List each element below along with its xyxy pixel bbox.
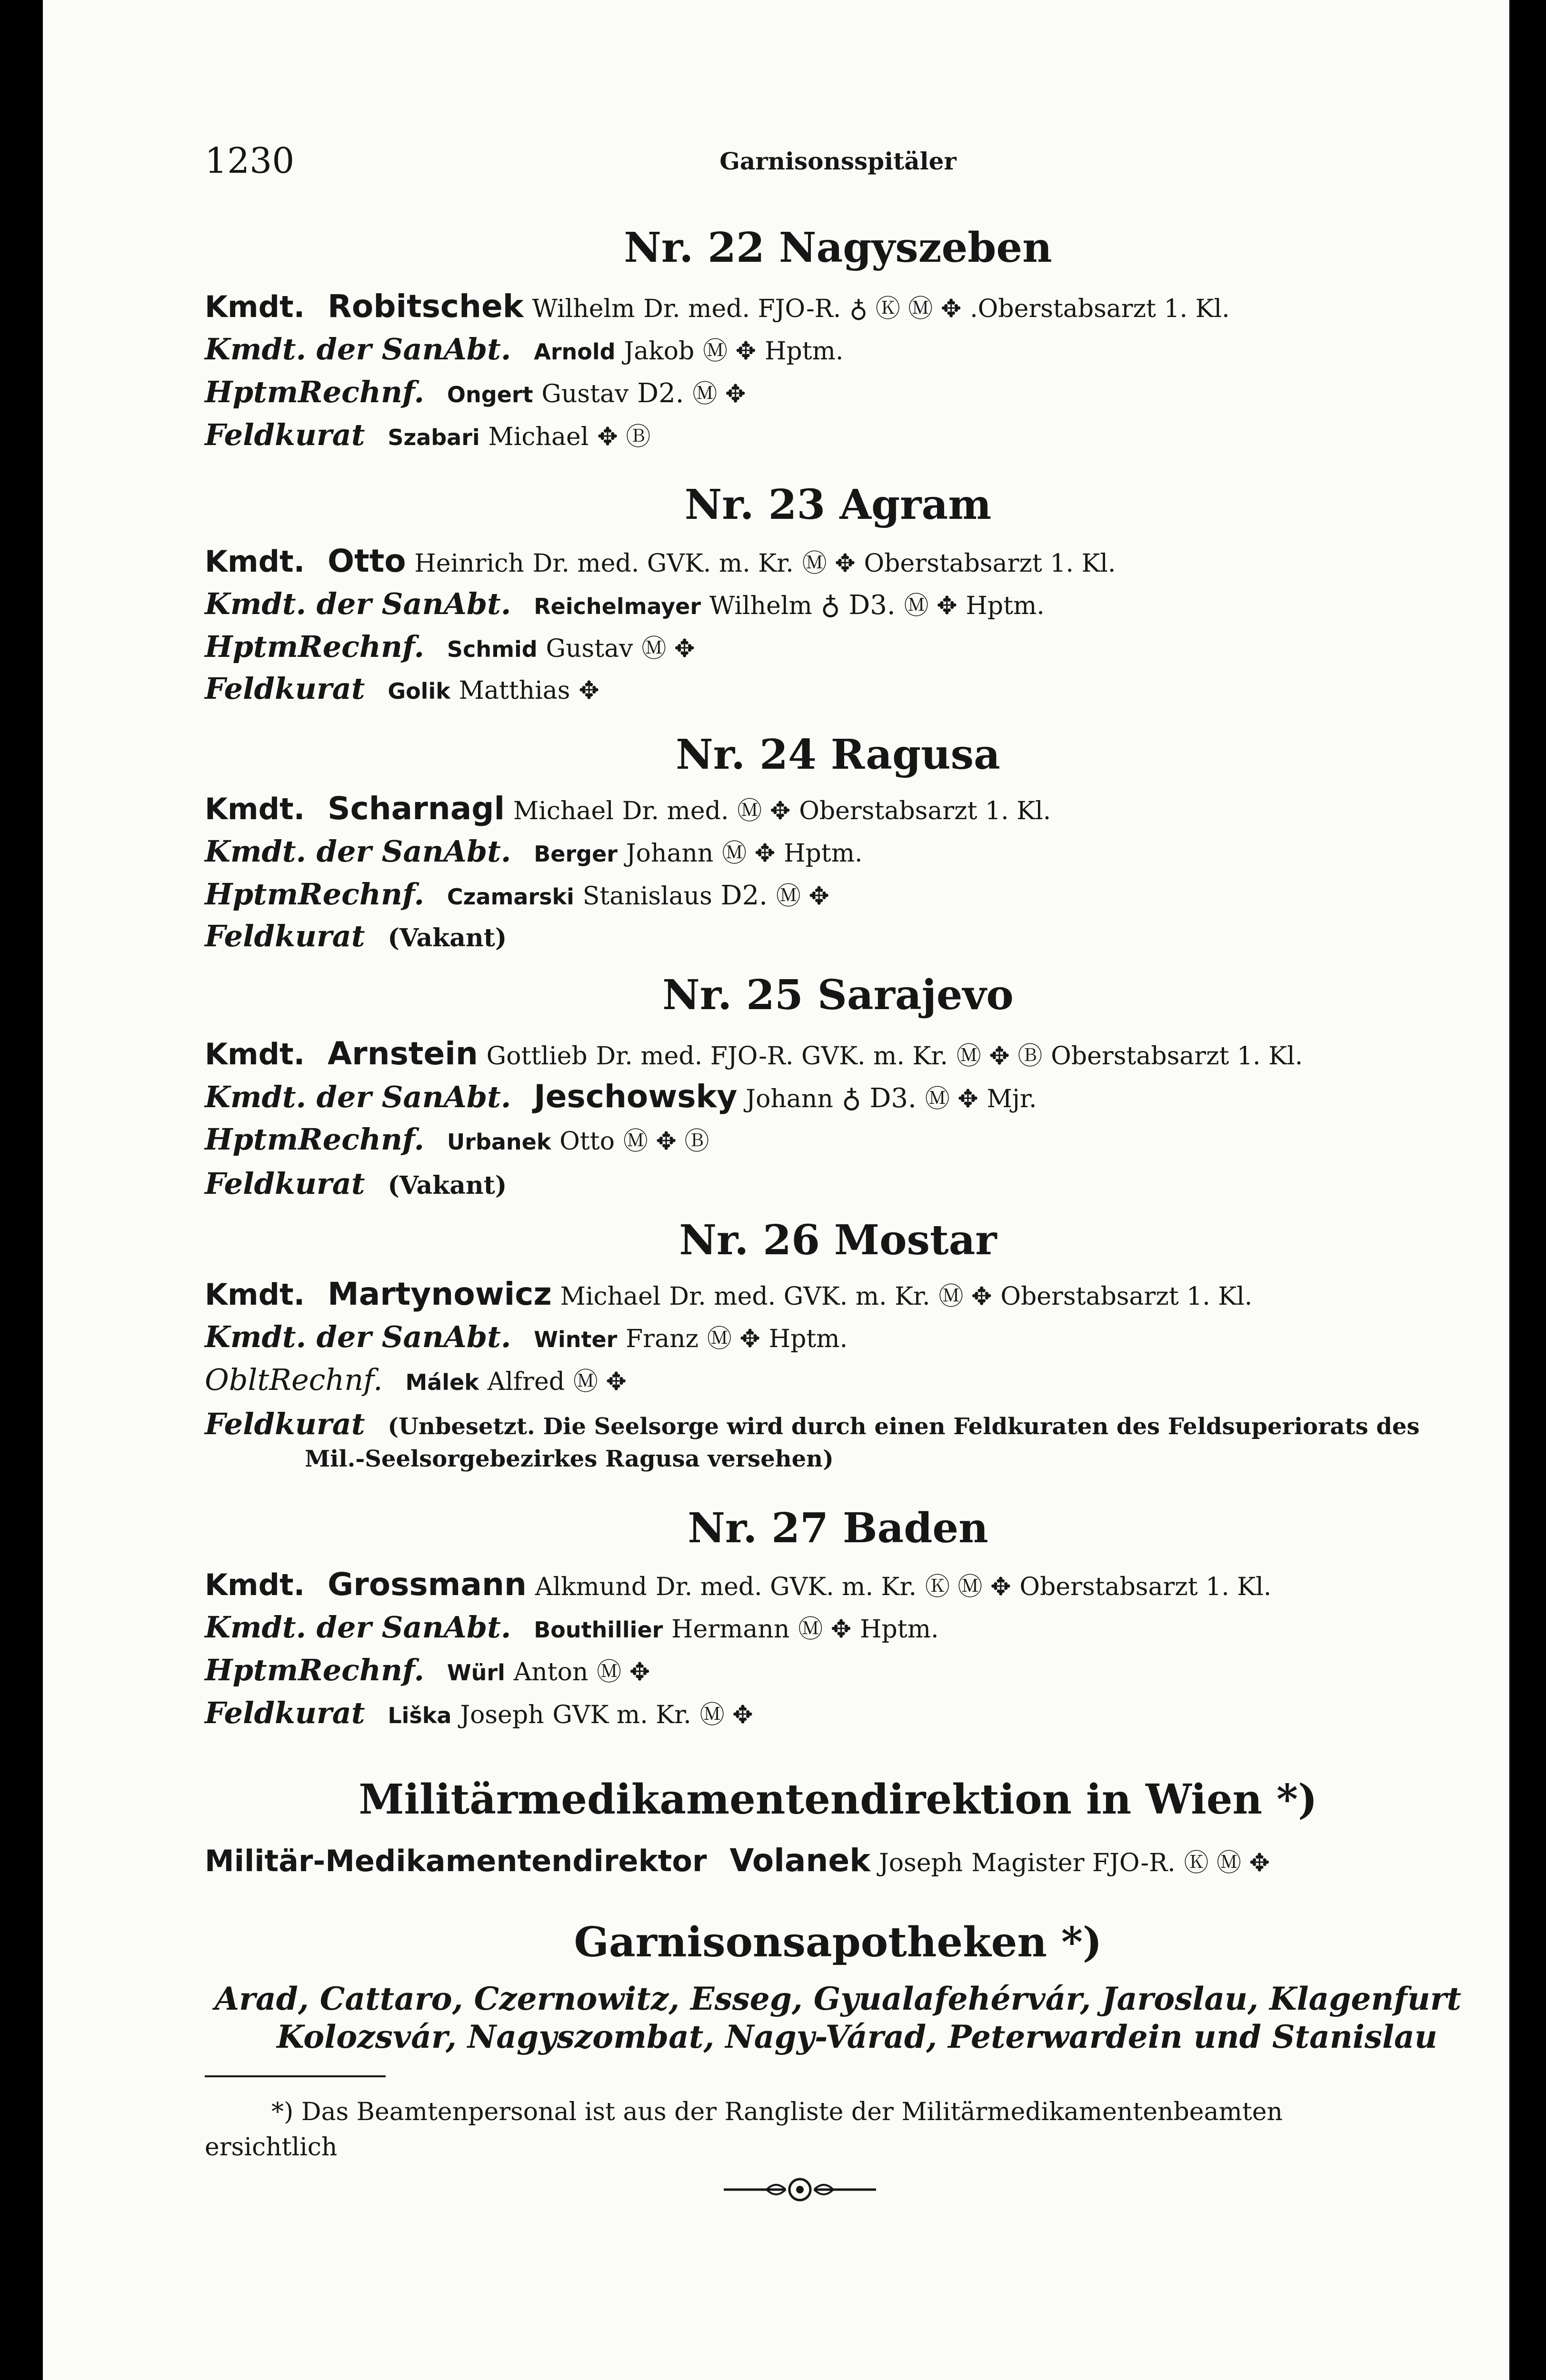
- role: Feldkurat: [205, 417, 365, 452]
- entry-line: [205, 1276, 1471, 1312]
- details: Dr. med.: [622, 797, 729, 825]
- role: Feldkurat: [205, 671, 365, 706]
- role: HptmRechnf.: [205, 1122, 425, 1157]
- details: ♁ D3.: [841, 1083, 917, 1114]
- role: Kmdt.: [205, 1567, 305, 1602]
- given-name: Alfred: [487, 1368, 565, 1396]
- section-title-baden: Nr. 27 Baden: [688, 1504, 988, 1552]
- details: Dr. med. GVK. m. Kr.: [532, 549, 794, 578]
- decorations: Ⓜ ✥: [925, 1085, 978, 1113]
- section-title-agram: Nr. 23 Agram: [684, 481, 992, 529]
- entry-line: [205, 1035, 1471, 1072]
- rank: Hptm.: [768, 1325, 848, 1353]
- decorations: Ⓚ Ⓜ ✥: [925, 1573, 1011, 1601]
- rank: Hptm.: [765, 337, 844, 366]
- ornament-icon: [719, 2175, 881, 2204]
- surname: Urbanek: [447, 1129, 551, 1155]
- rank: Hptm.: [784, 839, 863, 868]
- section-title-ragusa: Nr. 24 Ragusa: [676, 731, 1000, 779]
- decorations: Ⓜ ✥: [699, 1701, 753, 1729]
- surname: Schmid: [447, 636, 538, 662]
- rank: Hptm.: [860, 1615, 939, 1644]
- role: Feldkurat: [205, 1696, 365, 1730]
- role: HptmRechnf.: [205, 375, 425, 409]
- given-name: Hermann: [671, 1615, 790, 1644]
- rank: Oberstabsarzt 1. Kl.: [1051, 1042, 1303, 1071]
- entry-line: [205, 374, 1471, 409]
- surname: Golik: [388, 678, 450, 704]
- given-name: Gustav: [541, 380, 629, 408]
- details: Dr. med. FJO-R.: [643, 295, 841, 323]
- decorations: Ⓜ ✥: [904, 592, 958, 620]
- entry-line: [205, 919, 1471, 953]
- given-name: Matthias: [459, 676, 570, 705]
- given-name: Gottlieb: [486, 1042, 588, 1071]
- given-name: Stanislaus: [582, 882, 712, 911]
- role: Kmdt.: [205, 1277, 305, 1312]
- entry-line: [205, 1609, 1471, 1645]
- entry-line: [205, 790, 1471, 827]
- page-number: 1230: [205, 140, 295, 181]
- entry-line: [205, 1842, 1471, 1879]
- decorations: Ⓜ ✥: [707, 1325, 760, 1353]
- entry-line: [205, 876, 1471, 912]
- entry-line: [205, 628, 1471, 664]
- given-name: Michael: [513, 797, 614, 825]
- surname: Szabari: [388, 425, 480, 450]
- entry-line: [205, 1407, 1471, 1441]
- role: Kmdt. der SanAbt.: [205, 1319, 511, 1354]
- given-name: Wilhelm: [532, 295, 635, 323]
- rank: Oberstabsarzt 1. Kl.: [864, 549, 1116, 578]
- vacancy-note: (Vakant): [388, 923, 507, 952]
- decorations: Ⓜ ✥: [722, 839, 776, 868]
- entry-line: [205, 331, 1471, 367]
- given-name: Franz: [626, 1325, 698, 1353]
- section-title-garnisonsapotheken: Garnisonsapotheken *): [574, 1918, 1102, 1966]
- role: ObltRechnf.: [205, 1362, 383, 1397]
- details: D2.: [720, 880, 768, 911]
- details: Dr. med. FJO-R. GVK. m. Kr.: [596, 1042, 948, 1071]
- entry-line: [205, 1566, 1471, 1603]
- footnote-line-1: *) Das Beamtenpersonal ist aus der Rangliste der Militärmedikamentenbeamten: [271, 2098, 1283, 2126]
- role: Kmdt.: [205, 792, 305, 826]
- surname: Arnold: [534, 339, 616, 365]
- entry-line-continuation: [305, 1442, 1471, 1473]
- decorations: Ⓜ ✥: [573, 1368, 627, 1396]
- footnote-line-2: ersichtlich: [205, 2133, 338, 2162]
- entry-line: [205, 585, 1471, 621]
- role: Kmdt.: [205, 544, 305, 579]
- surname: Reichelmayer: [534, 594, 701, 619]
- surname: Winter: [534, 1327, 618, 1352]
- document-page: [43, 0, 1509, 2380]
- decorations: Ⓜ ✥: [798, 1615, 852, 1644]
- entry-line: [205, 1166, 1471, 1201]
- role: Feldkurat: [205, 1166, 365, 1201]
- details: GVK m. Kr.: [552, 1701, 691, 1729]
- given-name: Michael: [488, 423, 589, 451]
- details: Magister FJO-R.: [971, 1849, 1176, 1877]
- places-line-1: Arad, Cattaro, Czernowitz, Esseg, Gyualafehérvár, Jaroslau, Klagenfurt: [214, 1980, 1462, 2017]
- surname: Grossmann: [328, 1566, 527, 1603]
- section-title-mostar: Nr. 26 Mostar: [679, 1216, 997, 1264]
- role: Militär-Medikamentendirektor: [205, 1844, 707, 1878]
- decorations: Ⓚ Ⓜ ✥: [1184, 1849, 1270, 1877]
- details: ♁ D3.: [820, 590, 896, 621]
- running-title: Garnisonsspitäler: [719, 147, 957, 175]
- entry-line: [205, 1121, 1471, 1157]
- entry-line: [205, 1361, 1471, 1397]
- places-line-2: Kolozsvár, Nagyszombat, Nagy-Várad, Peterwardein und Stanislau: [277, 2018, 1437, 2055]
- decorations: Ⓜ ✥: [938, 1282, 992, 1311]
- vacancy-note: (Unbesetzt. Die Seelsorge wird durch einen Feldkuraten des Feldsuperiorats des: [388, 1413, 1420, 1440]
- vacancy-note: (Vakant): [388, 1171, 507, 1200]
- rank: Oberstabsarzt 1. Kl.: [799, 797, 1051, 825]
- given-name: Johann: [746, 1085, 833, 1113]
- entry-line: [205, 543, 1471, 579]
- given-name: Anton: [513, 1658, 588, 1686]
- footnote-rule: [205, 2075, 386, 2077]
- entry-line: [205, 288, 1471, 325]
- entry-line: [205, 833, 1471, 869]
- decorations: Ⓜ ✥: [641, 635, 695, 663]
- role: HptmRechnf.: [205, 629, 425, 664]
- role: Kmdt. der SanAbt.: [205, 1080, 511, 1114]
- entry-line: [205, 1078, 1471, 1115]
- role: Kmdt. der SanAbt.: [205, 1610, 511, 1645]
- given-name: Joseph: [460, 1701, 544, 1729]
- rank: Hptm.: [966, 592, 1045, 620]
- given-name: Gustav: [546, 635, 633, 663]
- decorations: Ⓜ ✥: [597, 1658, 650, 1686]
- decorations: Ⓜ ✥: [692, 380, 746, 408]
- surname: Arnstein: [328, 1035, 478, 1072]
- role: Kmdt. der SanAbt.: [205, 586, 511, 621]
- given-name: Heinrich: [414, 549, 524, 578]
- decorations: Ⓜ ✥ Ⓑ: [956, 1042, 1043, 1071]
- entry-line: [205, 1319, 1471, 1354]
- given-name: Johann: [626, 839, 714, 868]
- role: Kmdt. der SanAbt.: [205, 332, 511, 367]
- surname: Scharnagl: [328, 790, 505, 827]
- details: D2.: [637, 378, 684, 409]
- given-name: Joseph: [878, 1849, 963, 1877]
- rank: Oberstabsarzt 1. Kl.: [1000, 1282, 1253, 1311]
- rank: .Oberstabsarzt 1. Kl.: [970, 295, 1230, 323]
- decorations: ✥: [579, 676, 599, 705]
- surname: Volanek: [729, 1842, 871, 1879]
- role: Feldkurat: [205, 919, 365, 953]
- given-name: Michael: [560, 1282, 661, 1311]
- decorations: Ⓜ ✥: [703, 337, 757, 366]
- page-header: [205, 140, 1471, 198]
- decorations: ✥ Ⓑ: [597, 423, 651, 451]
- surname: Czamarski: [447, 884, 574, 910]
- surname: Berger: [534, 841, 618, 867]
- vacancy-note-continued: Mil.-Seelsorgebezirkes Ragusa versehen): [305, 1446, 834, 1472]
- role: HptmRechnf.: [205, 1653, 425, 1687]
- given-name: Wilhelm: [709, 592, 812, 620]
- rank: Oberstabsarzt 1. Kl.: [1019, 1573, 1272, 1601]
- decorations: Ⓜ ✥: [776, 882, 829, 911]
- rank: Mjr.: [987, 1085, 1037, 1113]
- details: Dr. med. GVK. m. Kr.: [669, 1282, 930, 1311]
- decorations: ♁ Ⓚ Ⓜ ✥: [849, 295, 962, 323]
- role: Kmdt.: [205, 289, 305, 324]
- footnote: [205, 2094, 1471, 2165]
- surname: Jeschowsky: [534, 1078, 738, 1115]
- decorations: Ⓜ ✥: [802, 549, 856, 578]
- role: Feldkurat: [205, 1407, 365, 1441]
- surname: Ongert: [447, 382, 533, 407]
- entry-line: [205, 1695, 1471, 1730]
- decorations: Ⓜ ✥ Ⓑ: [623, 1127, 709, 1156]
- given-name: Otto: [559, 1127, 615, 1156]
- surname: Liška: [388, 1703, 452, 1728]
- surname: Martynowicz: [328, 1276, 552, 1312]
- surname: Bouthillier: [534, 1617, 663, 1643]
- entry-line: [205, 1652, 1471, 1687]
- section-title-nagyszeben: Nr. 22 Nagyszeben: [624, 224, 1052, 272]
- section-title-medikamentendirektion: Militärmedikamentendirektion in Wien *): [359, 1775, 1317, 1824]
- surname: Robitschek: [328, 288, 524, 325]
- given-name: Jakob: [624, 337, 695, 366]
- role: Kmdt.: [205, 1037, 305, 1071]
- entry-line: [205, 416, 1471, 452]
- entry-line: [205, 671, 1471, 706]
- surname: Málek: [405, 1369, 479, 1395]
- role: HptmRechnf.: [205, 877, 425, 912]
- role: Kmdt. der SanAbt.: [205, 834, 511, 869]
- surname: Otto: [328, 543, 406, 579]
- surname: Würl: [447, 1660, 505, 1686]
- section-title-sarajevo: Nr. 25 Sarajevo: [662, 971, 1014, 1019]
- decorations: Ⓜ ✥: [737, 797, 791, 825]
- details: Dr. med. GVK. m. Kr.: [655, 1573, 917, 1601]
- given-name: Alkmund: [535, 1573, 648, 1601]
